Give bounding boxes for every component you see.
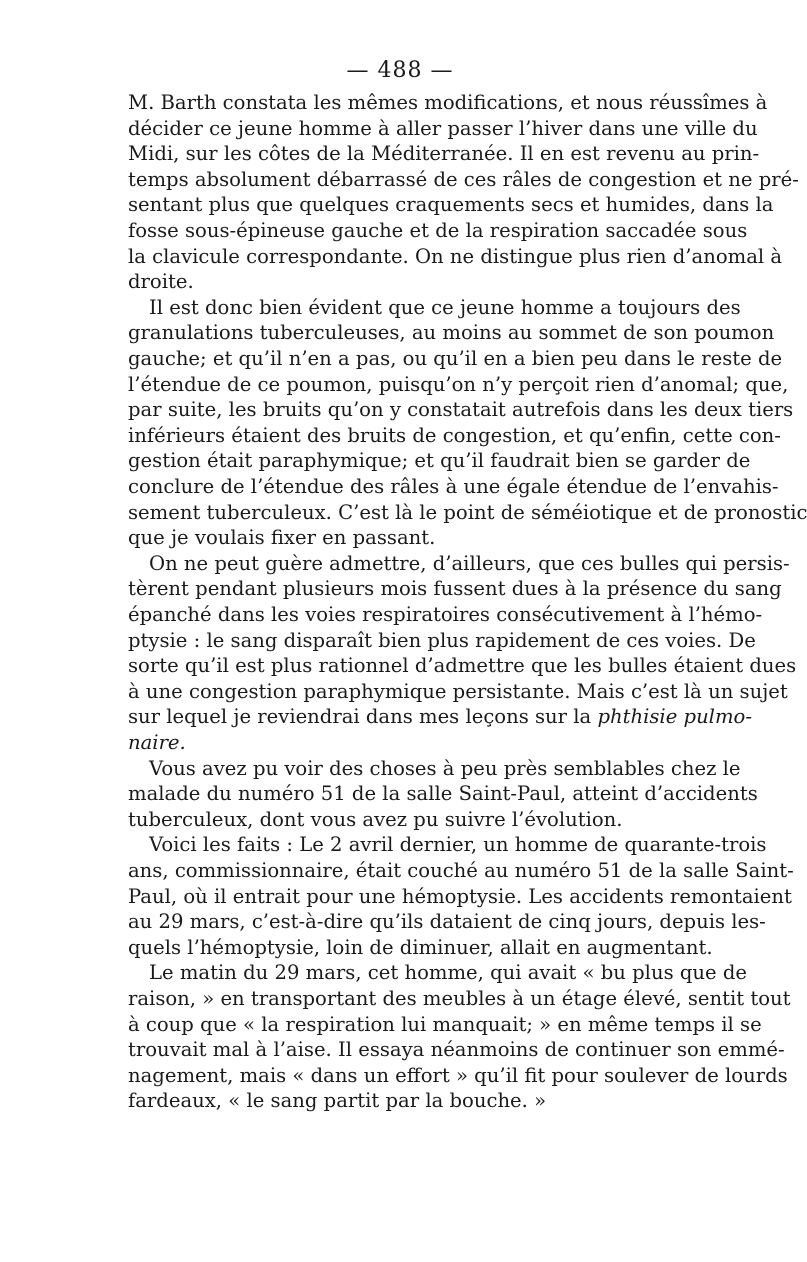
- text-line: tuberculeux, dont vous avez pu suivre l’évolution.: [128, 807, 623, 831]
- text-line: fardeaux, « le sang partit par la bouche. »: [128, 1089, 547, 1113]
- text-line: sentant plus que quelques craquements secs et humides, dans la: [128, 193, 774, 217]
- text-line: sorte qu’il est plus rationnel d’admettre que les bulles étaient dues: [128, 654, 797, 678]
- text-line: trouvait mal à l’aise. Il essaya néanmoins de continuer son emmé-: [128, 1038, 785, 1062]
- text-line: à une congestion paraphymique persistante. Mais c’est là un sujet: [128, 679, 788, 703]
- text-line: par suite, les bruits qu’on y constatait autrefois dans les deux tiers: [128, 398, 794, 422]
- text-line: temps absolument débarrassé de ces râles de congestion et ne pré-: [128, 167, 799, 191]
- text-line: M. Barth constata les mêmes modifications, et nous réussîmes à: [128, 91, 768, 114]
- text-line: gestion était paraphymique; et qu’il faudrait bien se garder de: [128, 449, 751, 473]
- text-line: inférieurs étaient des bruits de congestion, et qu’enfin, cette con-: [128, 423, 781, 447]
- text-line: à coup que « la respiration lui manquait; » en même temps il se: [128, 1012, 762, 1036]
- text-line: [128, 704, 752, 730]
- italic-term: phthisie pulmo-: [597, 705, 752, 729]
- paragraph-first-line: Il est donc bien évident que ce jeune homme a toujours des: [149, 295, 741, 319]
- text-line: sement tuberculeux. C’est là le point de séméiotique et de pronostic: [128, 500, 807, 524]
- paragraph-first-line: Vous avez pu voir des choses à peu près semblables chez le: [149, 756, 741, 780]
- text-line: tèrent pendant plusieurs mois fussent dues à la présence du sang: [128, 577, 782, 601]
- text-line: granulations tuberculeuses, au moins au sommet de son poumon: [128, 321, 775, 345]
- text-line: gauche; et qu’il n’en a pas, ou qu’il en a bien peu dans le reste de: [128, 347, 783, 370]
- text-line: ans, commissionnaire, était couché au numéro 51 de la salle Saint-: [128, 859, 794, 882]
- page-number: — 488 —: [346, 58, 454, 83]
- text-line: la clavicule correspondante. On ne distingue plus rien d’anomal à: [128, 244, 783, 268]
- text-line: l’étendue de ce poumon, puisqu’on n’y perçoit rien d’anomal; que,: [128, 372, 789, 396]
- italic-term: naire.: [128, 731, 186, 754]
- text-line: Paul, où il entrait pour une hémoptysie. Les accidents remontaient: [128, 884, 792, 908]
- paragraph-first-line: On ne peut guère admettre, d’ailleurs, que ces bulles qui persis-: [149, 551, 790, 575]
- text-line: quels l’hémoptysie, loin de diminuer, allait en augmentant.: [128, 935, 713, 959]
- text-line: épanché dans les voies respiratoires consécutivement à l’hémo-: [128, 603, 763, 626]
- text-line: décider ce jeune homme à aller passer l’hiver dans une ville du: [128, 116, 758, 140]
- text-line: que je voulais fixer en passant.: [128, 526, 436, 550]
- text-line: nagement, mais « dans un effort » qu’il fit pour soulever de lourds: [128, 1063, 788, 1087]
- text-line: conclure de l’étendue des râles à une égale étendue de l’envahis-: [128, 475, 779, 498]
- text-line: Midi, sur les côtes de la Méditerranée. Il en est revenu au prin-: [128, 142, 760, 166]
- text-line: [128, 730, 674, 756]
- text-line: droite.: [128, 270, 194, 294]
- text-segment: sur lequel je reviendrai dans mes leçons sur la: [128, 705, 598, 729]
- paragraph-first-line: Voici les faits : Le 2 avril dernier, un homme de quarante-trois: [149, 833, 767, 857]
- text-line: ptysie : le sang disparaît bien plus rapidement de ces voies. De: [128, 628, 756, 652]
- text-line: au 29 mars, c’est-à-dire qu’ils dataient de cinq jours, depuis les-: [128, 910, 766, 934]
- paragraph-first-line: Le matin du 29 mars, cet homme, qui avait « bu plus que de: [149, 961, 747, 985]
- text-line: malade du numéro 51 de la salle Saint-Paul, atteint d’accidents: [128, 782, 758, 806]
- text-line: raison, » en transportant des meubles à un étage élevé, sentit tout: [128, 987, 791, 1010]
- text-line: fosse sous-épineuse gauche et de la respiration saccadée sous: [128, 219, 748, 242]
